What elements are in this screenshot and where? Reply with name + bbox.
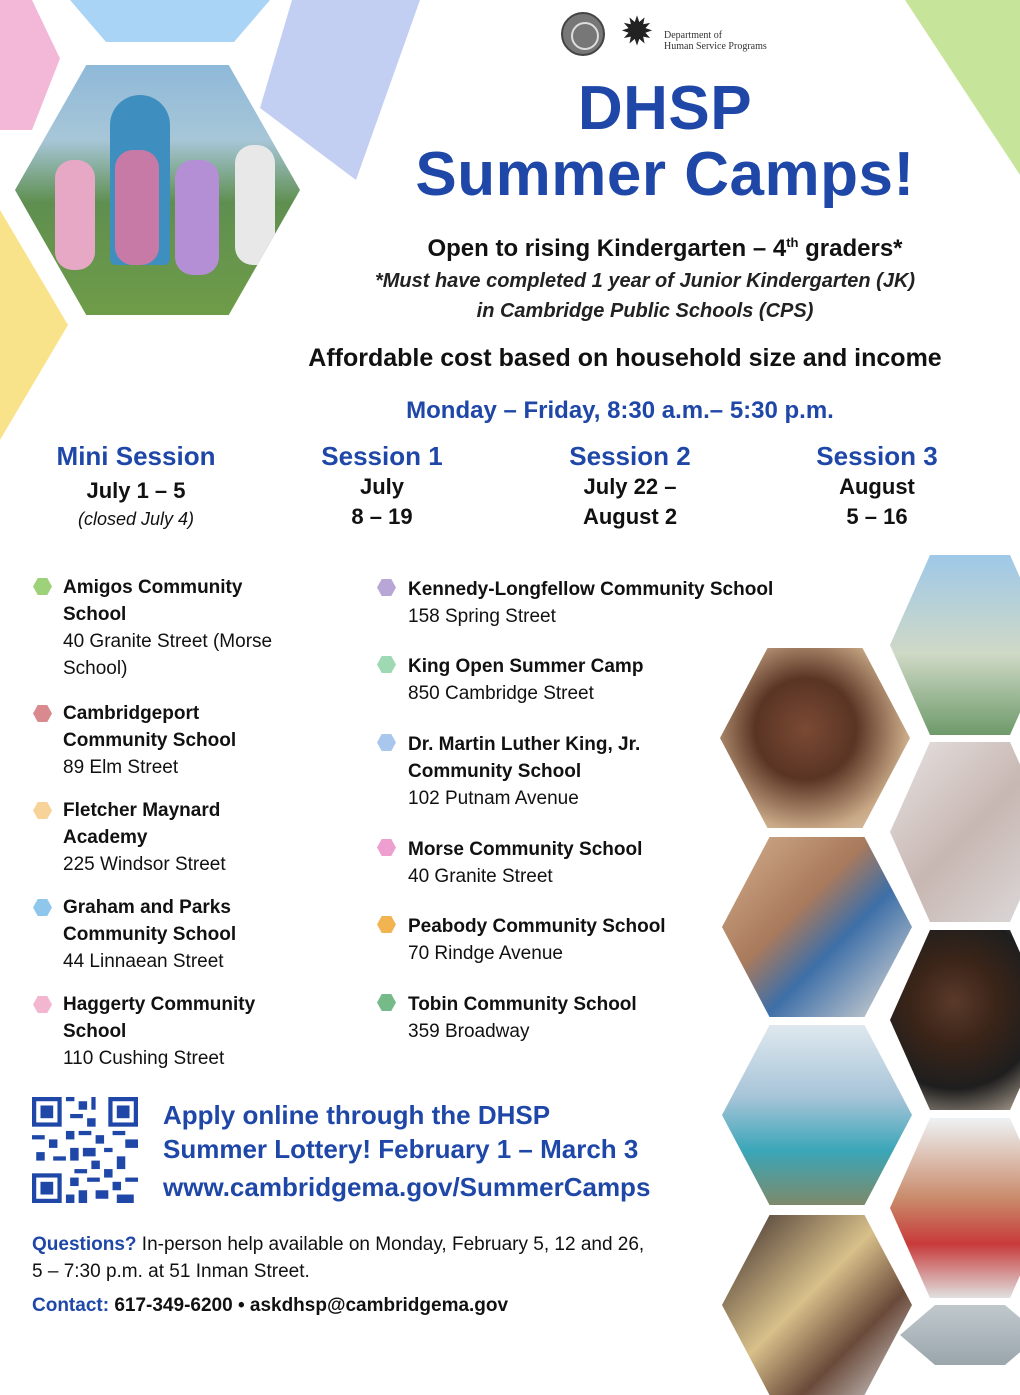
group-smiling-kids-photo [720, 648, 910, 828]
hexagon-bullet-icon [33, 899, 52, 916]
cost-statement: Affordable cost based on household size and income [308, 344, 942, 372]
hexagon-bullet-icon [377, 734, 396, 751]
eligibility-note-line1: *Must have completed 1 year of Junior Kindergarten (JK) [374, 270, 916, 292]
location-king-open [408, 653, 708, 707]
session-name: Mini Session [56, 441, 216, 471]
location-name: Morse Community School [408, 839, 643, 860]
department-logo-line2: Human Service Programs [664, 41, 767, 52]
location-address: 40 Granite Street [408, 866, 553, 887]
kids-building-photo [722, 837, 912, 1017]
apply-url-link[interactable]: www.cambridgema.gov/SummerCamps [163, 1172, 651, 1202]
city-seal-icon [561, 12, 605, 56]
questions-text-line2: 5 – 7:30 p.m. at 51 Inman Street. [32, 1261, 310, 1282]
session-dates: July 1 – 5 [86, 478, 186, 503]
location-name: Tobin Community School [408, 994, 637, 1015]
hexagon-bullet-icon [33, 996, 52, 1013]
location-cambridgeport [63, 700, 293, 781]
eligibility-note [330, 266, 960, 326]
craft-hands-photo [722, 1215, 912, 1395]
location-name: Amigos Community School [63, 577, 243, 625]
hexagon-bullet-icon [33, 705, 52, 722]
qr-code-icon [32, 1097, 138, 1203]
location-address: 102 Putnam Avenue [408, 788, 579, 809]
location-address: 359 Broadway [408, 1021, 530, 1042]
location-address: 40 Granite Street (Morse School) [63, 631, 273, 679]
boy-drawing-photo [890, 930, 1020, 1110]
location-name: Haggerty Community School [63, 994, 256, 1042]
location-name: Cambridgeport Community School [63, 703, 237, 751]
session-name: Session 3 [816, 441, 938, 471]
eligibility-heading [330, 226, 1000, 266]
eligibility-superscript: th [786, 235, 799, 250]
decorative-hexagon-pink [0, 0, 60, 130]
location-kennedy-longfellow [408, 576, 828, 630]
location-haggerty [63, 991, 293, 1072]
kids-activity-photo [900, 1305, 1020, 1365]
hexagon-bullet-icon [33, 802, 52, 819]
location-name: Fletcher Maynard Academy [63, 800, 221, 848]
session-dates-line1: July [359, 474, 405, 499]
session-dates-line1: August [839, 474, 915, 499]
department-logo-text [664, 30, 767, 52]
location-address: 44 Linnaean Street [63, 951, 224, 972]
decorative-hexagon-skyblue [70, 0, 270, 42]
session-2 [530, 440, 730, 532]
eligibility-note-line2: in Cambridge Public Schools (CPS) [476, 300, 814, 322]
session-dates-line2: 5 – 16 [846, 504, 908, 529]
location-fletcher-maynard [63, 797, 283, 878]
kids-classroom-photo [890, 1118, 1020, 1298]
contact-label: Contact: [32, 1295, 110, 1316]
location-address: 158 Spring Street [408, 606, 556, 627]
apply-section [163, 1098, 723, 1204]
location-name: Graham and Parks Community School [63, 897, 237, 945]
location-address: 850 Cambridge Street [408, 683, 594, 704]
session-1 [282, 440, 482, 532]
kids-water-guns-photo [15, 65, 300, 315]
hexagon-bullet-icon [377, 579, 396, 596]
location-amigos [63, 574, 283, 682]
hexagon-bullet-icon [377, 916, 396, 933]
decorative-hexagon-periwinkle [260, 0, 420, 180]
location-name: Dr. Martin Luther King, Jr. Community School [408, 734, 641, 782]
session-dates-line2: August 2 [582, 504, 678, 529]
location-name: King Open Summer Camp [408, 656, 644, 677]
location-mlk [408, 731, 678, 812]
hexagon-bullet-icon [33, 578, 52, 595]
hexagon-bullet-icon [377, 994, 396, 1011]
department-logo-line1: Department of [664, 30, 723, 41]
kids-pool-photo [890, 555, 1020, 735]
session-dates-line1: July 22 – [583, 474, 677, 499]
location-tobin [408, 991, 708, 1045]
questions-block [32, 1231, 712, 1285]
session-3 [777, 440, 977, 532]
location-name: Peabody Community School [408, 916, 666, 937]
questions-text-line1: In-person help available on Monday, February 5, 12 and 26, [136, 1234, 645, 1255]
sunburst-logo-icon: ✹ [620, 10, 654, 54]
hexagon-bullet-icon [377, 656, 396, 673]
apply-line1: Apply online through the DHSP [163, 1100, 551, 1130]
eligibility-text-tail: graders* [798, 235, 903, 262]
hexagon-bullet-icon [377, 839, 396, 856]
location-peabody [408, 913, 708, 967]
location-address: 225 Windsor Street [63, 854, 226, 875]
girl-playground-photo [722, 1025, 912, 1205]
contact-details[interactable]: 617-349-6200 • askdhsp@cambridgema.gov [109, 1295, 509, 1316]
session-note: (closed July 4) [77, 509, 195, 529]
eligibility-text: Open to rising Kindergarten – 4 [427, 235, 787, 262]
session-mini [36, 440, 236, 532]
session-dates-line2: 8 – 19 [351, 504, 413, 529]
questions-label: Questions? [32, 1234, 137, 1255]
hours-statement: Monday – Friday, 8:30 a.m.– 5:30 p.m. [406, 397, 834, 424]
session-name: Session 2 [569, 441, 691, 471]
location-address: 110 Cushing Street [63, 1048, 225, 1069]
contact-block [32, 1292, 712, 1319]
page-title-line2: Summer Camps! [415, 140, 915, 209]
session-name: Session 1 [321, 441, 443, 471]
location-graham-parks [63, 894, 293, 975]
page-title-line1: DHSP [577, 74, 753, 143]
location-name: Kennedy-Longfellow Community School [408, 579, 774, 600]
location-address: 89 Elm Street [63, 757, 179, 778]
apply-line2: Summer Lottery! February 1 – March 3 [163, 1134, 639, 1164]
craft-sticks-photo [890, 742, 1020, 922]
location-morse [408, 836, 708, 890]
location-address: 70 Rindge Avenue [408, 943, 563, 964]
